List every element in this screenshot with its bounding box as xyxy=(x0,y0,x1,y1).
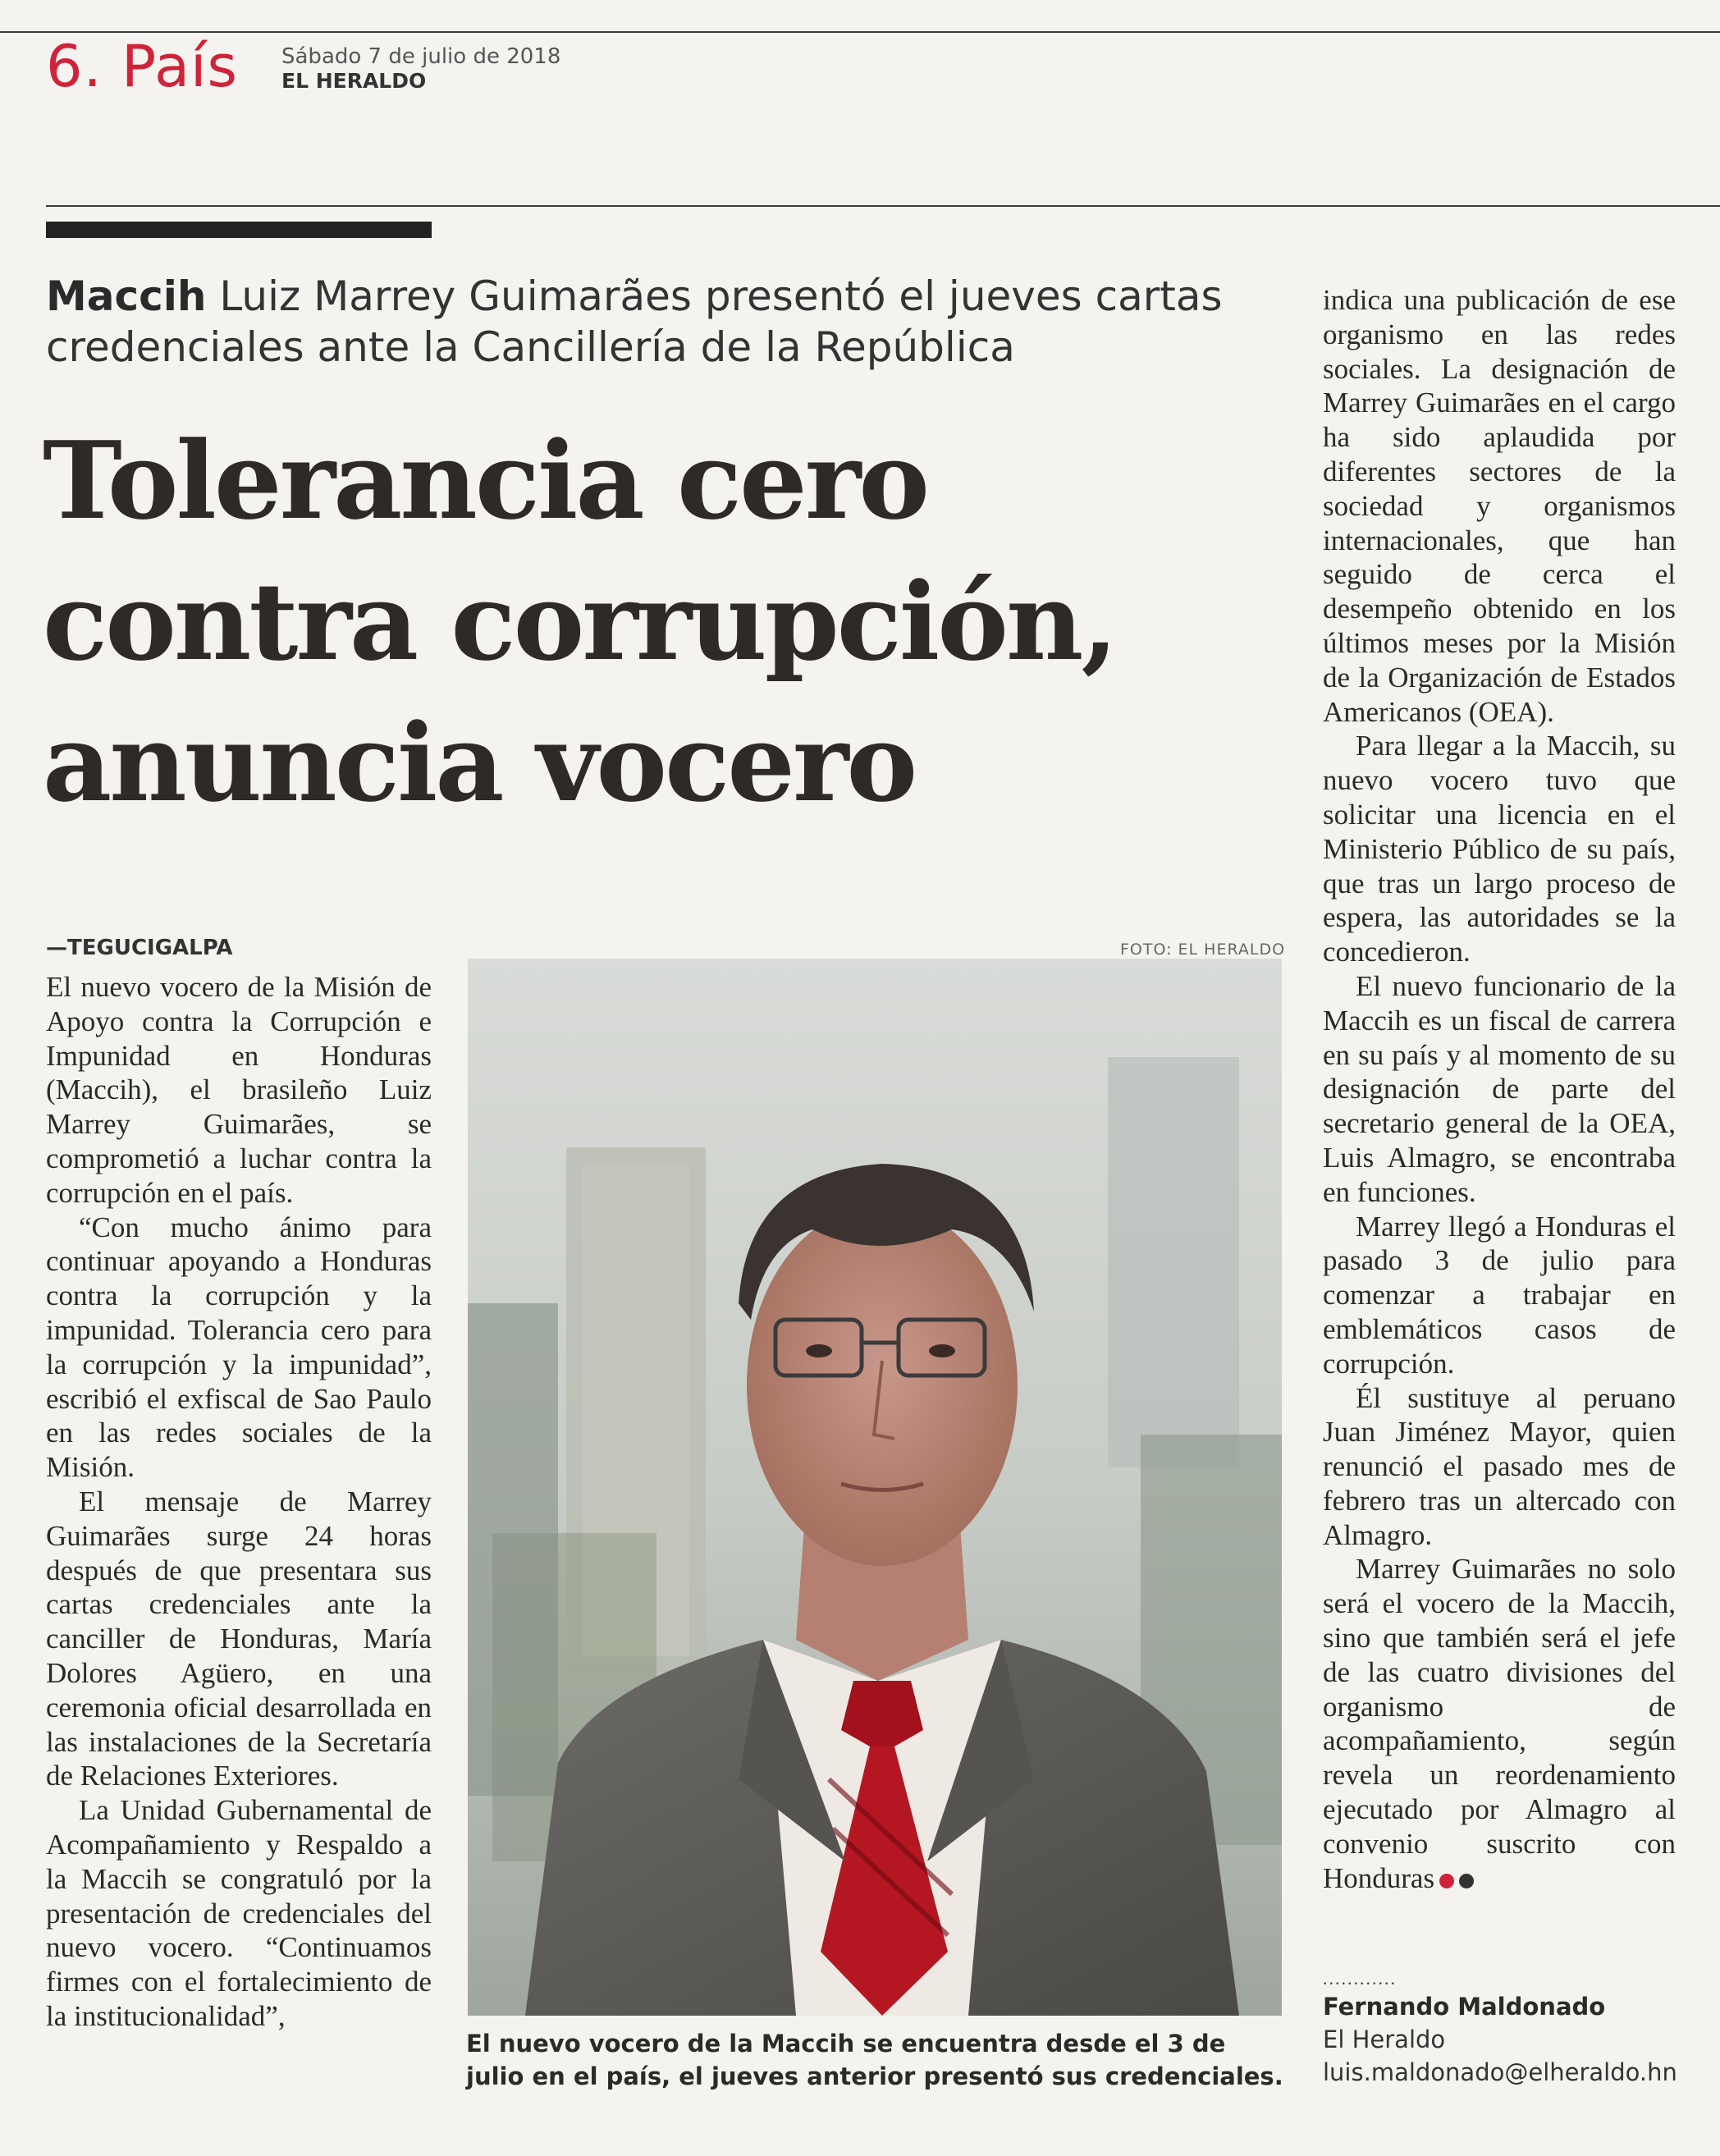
body-paragraph-last xyxy=(1323,1552,1676,1895)
body-column-left xyxy=(46,970,432,2034)
headline-line: contra corrupción, xyxy=(43,559,1116,684)
byline-separator: ............ xyxy=(1323,1968,1397,1989)
top-rule xyxy=(0,31,1720,33)
body-paragraph: El nuevo funcionario de la Maccih es un fiscal de carrera en su país y al momento de su designación de parte del secretario general de la OEA, Luis Almagro, se encontraba en funciones. xyxy=(1323,969,1676,1208)
newspaper-name: EL HERALDO xyxy=(281,69,427,93)
byline-organization: El Heraldo xyxy=(1323,2026,1446,2053)
body-paragraph: “Con mucho ánimo para continuar apoyando a Honduras contra la corrupción y la impunidad. Tolerancia cero para la corrupción y la impunidad”, escribió el exfiscal de Sao Paulo en las redes sociales de la Misión. xyxy=(46,1211,432,1484)
section-label: 6. País xyxy=(46,33,238,100)
headline-line: Tolerancia cero xyxy=(43,418,927,543)
body-paragraph: Marrey llegó a Honduras el pasado 3 de julio para comenzar a trabajar en emblemáticos casos de corrupción. xyxy=(1323,1210,1676,1380)
kicker-text: Luiz Marrey Guimarães presentó el jueves cartas credenciales ante la Cancillería de la República xyxy=(46,272,1223,371)
kicker-tag: Maccih xyxy=(46,272,207,320)
issue-date: Sábado 7 de julio de 2018 xyxy=(281,44,561,69)
headline xyxy=(43,410,1306,834)
last-paragraph-text: Marrey Guimarães no solo será el vocero de la Maccih, sino que también será el jefe de las cuatro divisiones del organismo de acompañamiento, según revela un reordenamiento ejecutado por Almagro al convenio suscrito con Honduras xyxy=(1323,1553,1676,1894)
body-paragraph: El mensaje de Marrey Guimarães surge 24 horas después de que presentara sus cartas credenciales ante la canciller de Honduras, María Dolores Agüero, en una ceremonia oficial desarrollada en las instalaciones de la Secretaría de Relaciones Exteriores. xyxy=(46,1485,432,1792)
headline-line: anuncia vocero xyxy=(43,700,916,826)
kicker-bar xyxy=(46,222,432,238)
kicker xyxy=(46,271,1277,373)
byline-author: Fernando Maldonado xyxy=(1323,1993,1606,2021)
portrait-photo xyxy=(468,959,1282,2016)
body-paragraph: Para llegar a la Maccih, su nuevo vocero tuvo que solicitar una licencia en el Ministerio Público de su país, que tras un largo proceso de espera, las autoridades se la concedieron. xyxy=(1323,730,1676,968)
photo-caption: El nuevo vocero de la Maccih se encuentra desde el 3 de julio en el país, el jueves anterior presentó sus credenciales. xyxy=(466,2030,1283,2090)
body-column-right xyxy=(1323,283,1676,1895)
body-paragraph: Él sustituye al peruano Juan Jiménez Mayor, quien renunció el pasado mes de febrero tras un altercado con Almagro. xyxy=(1323,1381,1676,1551)
end-mark-red-icon xyxy=(1439,1874,1454,1888)
body-paragraph: La Unidad Gubernamental de Acompañamiento y Respaldo a la Maccih se congratuló por la presentación de credenciales del nuevo vocero. “Continuamos firmes con el fortalecimiento de la institucionalidad”, xyxy=(46,1794,432,2032)
byline-email: luis.maldonado@elheraldo.hn xyxy=(1323,2058,1677,2086)
photo-credit: FOTO: EL HERALDO xyxy=(1120,941,1286,959)
end-mark-dark-icon xyxy=(1459,1874,1474,1888)
body-paragraph: El nuevo vocero de la Misión de Apoyo contra la Corrupción e Impunidad en Honduras (Maccih), el brasileño Luiz Marrey Guimarães, se comprometió a luchar contra la corrupción en el país. xyxy=(46,971,432,1209)
body-paragraph: indica una publicación de ese organismo en las redes sociales. La designación de Marrey Guimarães en el cargo ha sido aplaudida por diferentes sectores de la sociedad y organismos internacionales, que han seguido de cerca el desempeño obtenido en los últimos meses por la Misión de la Organización de Estados Americanos (OEA). xyxy=(1323,284,1676,728)
section-rule xyxy=(46,205,1720,207)
dateline: —TEGUCIGALPA xyxy=(46,936,233,960)
